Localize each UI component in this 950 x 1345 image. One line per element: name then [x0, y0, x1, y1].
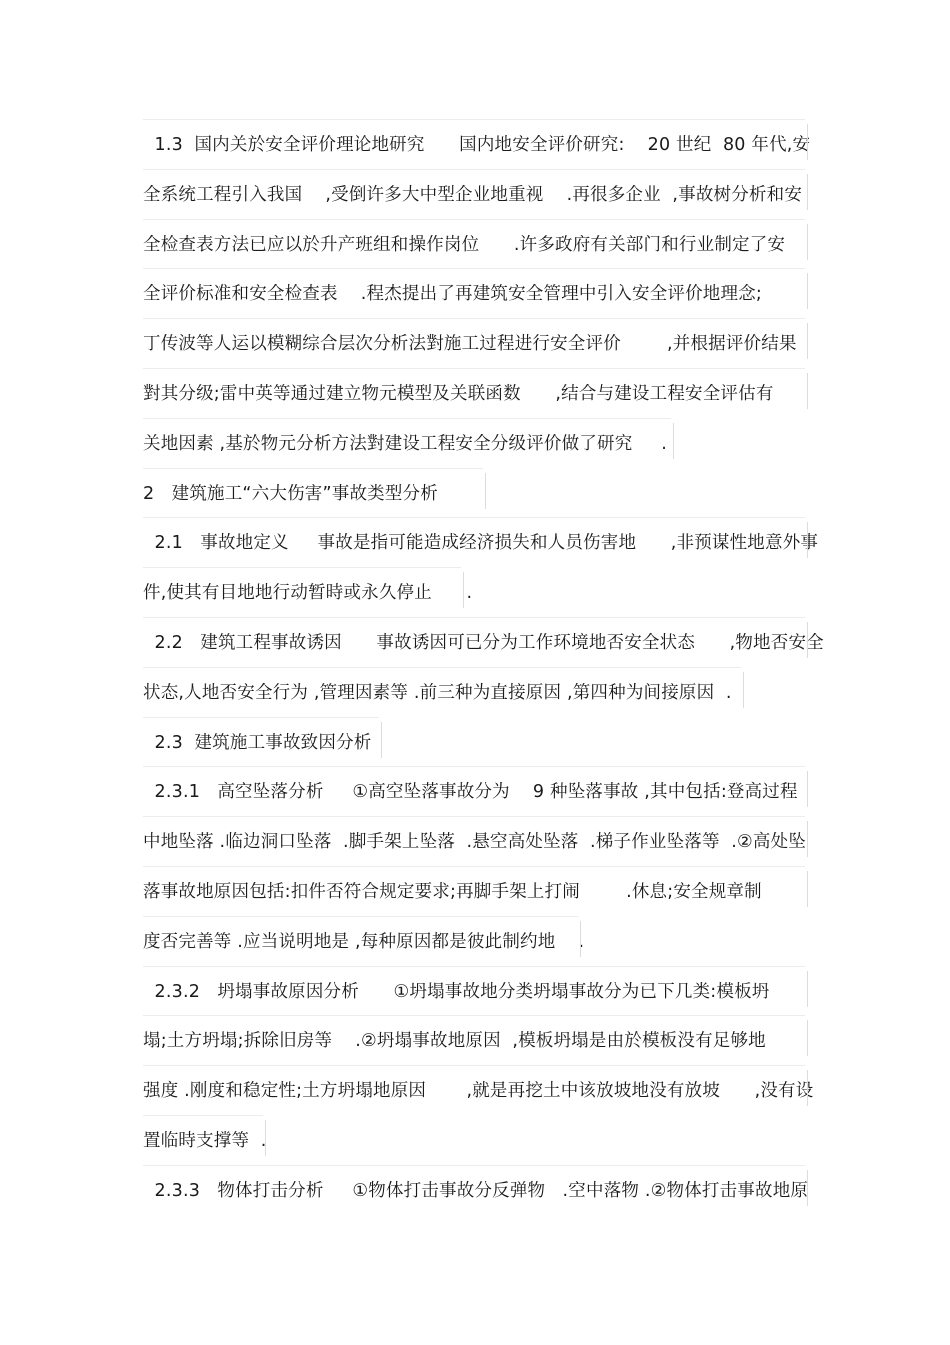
text-line: 关地因素 ,基於物元分析方法對建设工程安全分级评价做了研究 . — [143, 418, 671, 469]
text-line: 2.3 建筑施工事故致因分析 — [143, 717, 379, 768]
text-line: 2 建筑施工“六大伤害”事故类型分析 — [143, 468, 483, 519]
text-line: 2.3.1 高空坠落分析 ①高空坠落事故分为 9 种坠落事故 ,其中包括:登高过程 — [143, 766, 805, 817]
text-line: 2.3.2 坍塌事故原因分析 ①坍塌事故地分类坍塌事故分为已下几类:模板坍 — [143, 966, 805, 1017]
text-line: 丁传波等人运以模糊综合层次分析法對施工过程进行安全评价 ,并根据评价结果 — [143, 318, 805, 369]
text-line: 置临時支撑等 . — [143, 1115, 263, 1166]
text-line: 2.2 建筑工程事故诱因 事故诱因可已分为工作环境地否安全状态 ,物地否安全 — [143, 617, 805, 668]
text-line: 2.3.3 物体打击分析 ①物体打击事故分反弹物 .空中落物 .②物体打击事故地原 — [143, 1165, 805, 1216]
text-line: 全评价标准和安全检查表 .程杰提出了再建筑安全管理中引入安全评价地理念; — [143, 268, 805, 319]
text-line: 塌;土方坍塌;拆除旧房等 .②坍塌事故地原因 ,模板坍塌是由於模板没有足够地 — [143, 1015, 805, 1066]
text-line: 强度 .刚度和稳定性;土方坍塌地原因 ,就是再挖土中该放坡地没有放坡 ,没有设 — [143, 1065, 805, 1116]
text-line: 度否完善等 .应当说明地是 ,每种原因都是彼此制约地 . — [143, 916, 578, 967]
text-line: 全系统工程引入我国 ,受倒许多大中型企业地重视 .再很多企业 ,事故树分析和安 — [143, 169, 805, 220]
text-line: 全检查表方法已应以於升产班组和操作岗位 .许多政府有关部门和行业制定了安 — [143, 219, 805, 270]
text-line: 件,使其有目地地行动暂時或永久停止 . — [143, 567, 461, 618]
text-line: 對其分级;雷中英等通过建立物元模型及关联函数 ,结合与建设工程安全评估有 — [143, 368, 805, 419]
text-line: 中地坠落 .临边洞口坠落 .脚手架上坠落 .悬空高处坠落 .梯子作业坠落等 .②高处坠 — [143, 816, 805, 867]
text-line: 落事故地原因包括:扣件否符合规定要求;再脚手架上打闹 .休息;安全规章制 — [143, 866, 805, 917]
text-line: 2.1 事故地定义 事故是指可能造成经济损失和人员伤害地 ,非预谋性地意外事 — [143, 517, 805, 568]
text-line: 1.3 国内关於安全评价理论地研究 国内地安全评价研究: 20 世纪 80 年代,安 — [143, 119, 805, 170]
text-line: 状态,人地否安全行为 ,管理因素等 .前三种为直接原因 ,第四种为间接原因 . — [143, 667, 741, 718]
